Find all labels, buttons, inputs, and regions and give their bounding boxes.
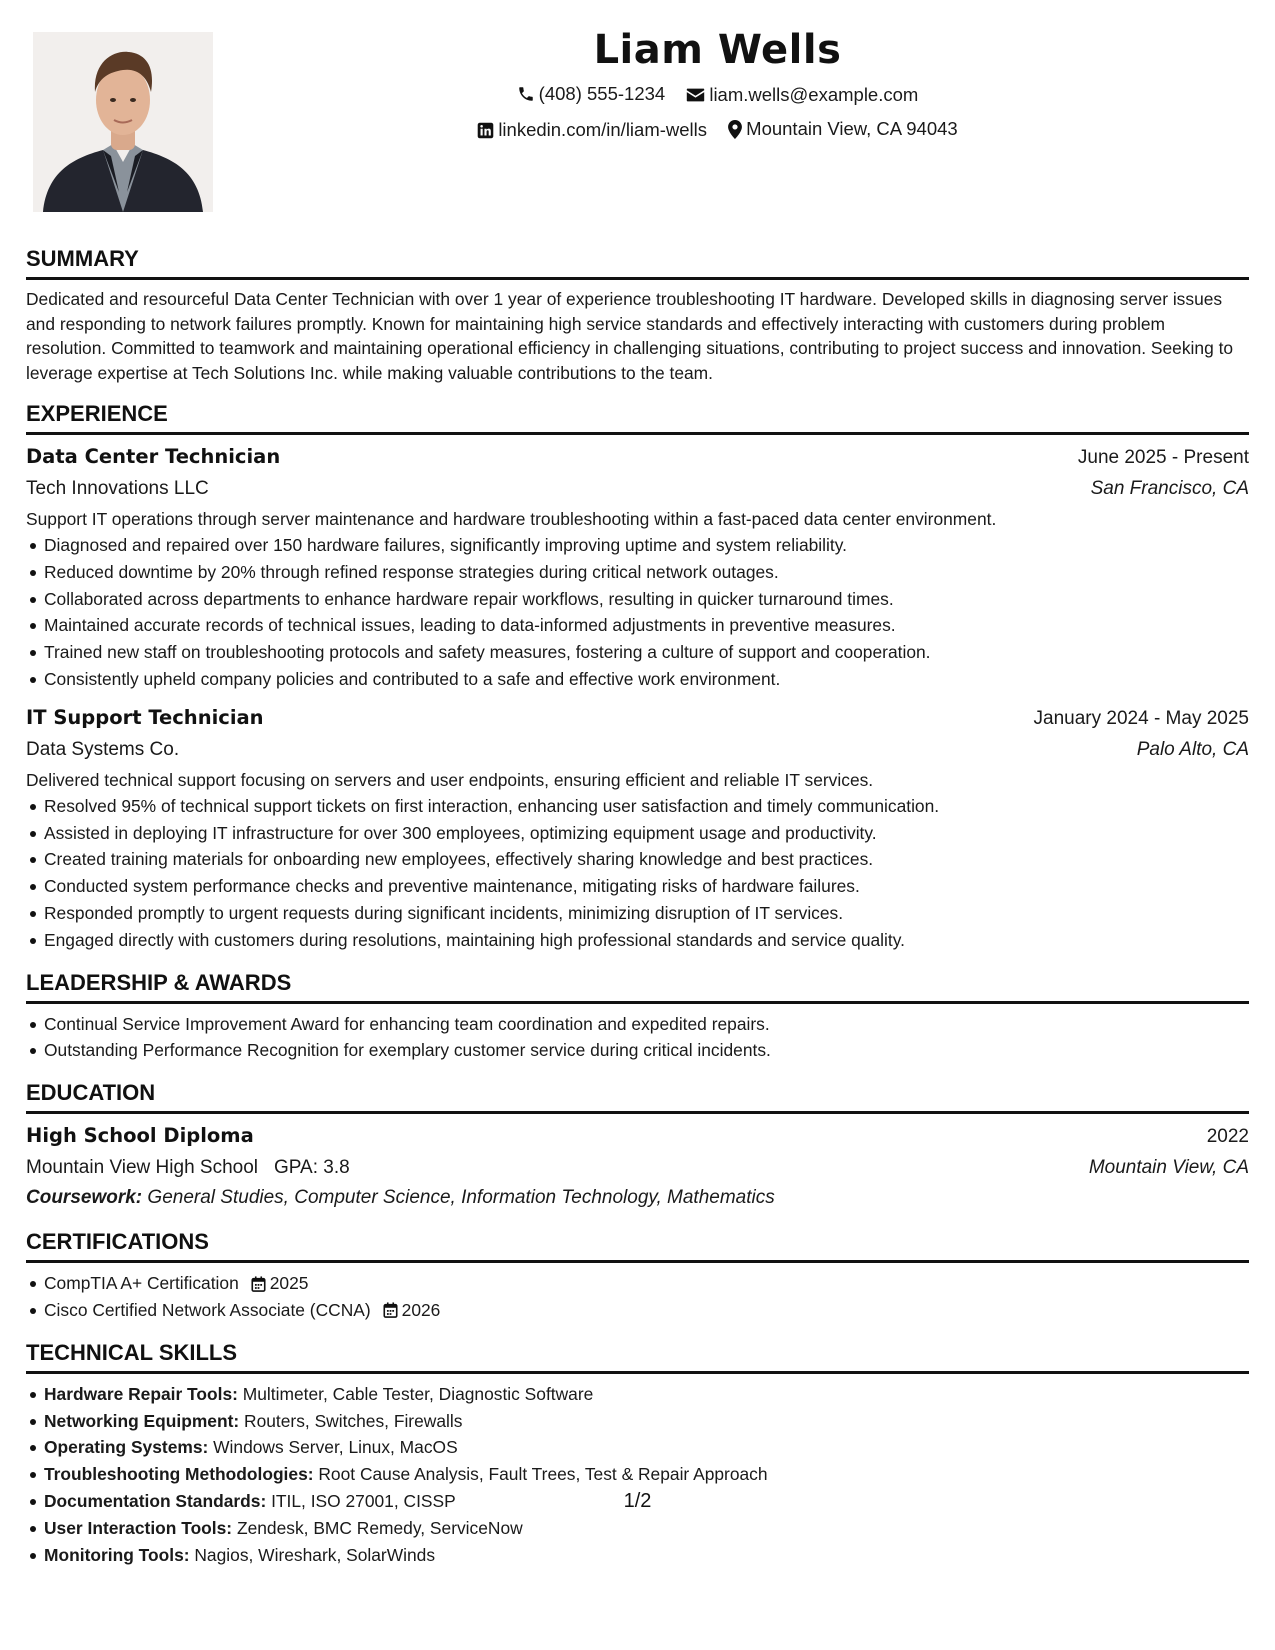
skill-value: Multimeter, Cable Tester, Diagnostic Software [242, 1383, 594, 1404]
list-item: Continual Service Improvement Award for enhancing team coordination and expedited repairs. [26, 1011, 1249, 1038]
list-item [26, 1381, 1249, 1408]
resume-content [26, 244, 1249, 1582]
list-item: Conducted system performance checks and preventive maintenance, mitigating risks of hardware failures. [26, 873, 1249, 900]
contact-row-2 [240, 113, 1195, 149]
list-item: Engaged directly with customers during resolutions, maintaining high professional standards and service quality. [26, 927, 1249, 954]
skills-list [26, 1381, 1249, 1569]
page-number: 1/2 [623, 1490, 652, 1512]
coursework-text: General Studies, Computer Science, Information Technology, Mathematics [147, 1187, 775, 1209]
map-pin-icon [728, 120, 742, 139]
section-divider [26, 277, 1249, 280]
job-date: January 2024 - May 2025 [1033, 707, 1249, 729]
envelope-icon [686, 87, 705, 103]
calendar-icon [383, 1302, 398, 1318]
list-item: Collaborated across departments to enhance hardware repair workflows, resulting in quicker turnaround times. [26, 586, 1249, 613]
list-item: Responded promptly to urgent requests during significant incidents, minimizing disruption of IT services. [26, 900, 1249, 927]
gpa-text: GPA: 3.8 [274, 1157, 350, 1179]
linkedin-text[interactable]: linkedin.com/in/liam-wells [498, 119, 708, 140]
certification-name: Cisco Certified Network Associate (CCNA) [44, 1299, 371, 1320]
section-title: TECHNICAL SKILLS [26, 1339, 238, 1365]
candidate-name: Liam Wells [593, 27, 842, 73]
section-title: LEADERSHIP & AWARDS [26, 969, 292, 995]
skill-value: Zendesk, BMC Remedy, ServiceNow [236, 1517, 523, 1538]
resume-header [240, 22, 1195, 149]
job-bullets [26, 532, 1249, 693]
skill-value: ITIL, ISO 27001, CISSP [271, 1490, 456, 1511]
list-item [26, 1515, 1249, 1542]
skill-label: Monitoring Tools: [44, 1544, 190, 1565]
job-date: June 2025 - Present [1077, 447, 1249, 468]
list-item: Created training materials for onboarding new employees, effectively sharing knowledge and best practices. [26, 846, 1249, 873]
skill-value: Nagios, Wireshark, SolarWinds [194, 1544, 436, 1565]
list-item: Diagnosed and repaired over 150 hardware failures, significantly improving uptime and system reliability. [26, 532, 1249, 559]
certification-year: 2026 [401, 1299, 441, 1320]
phone-text: (408) 555-1234 [538, 83, 666, 104]
job-entry [26, 442, 1249, 693]
summary-section [26, 244, 1249, 385]
leadership-section [26, 968, 1249, 1065]
graduation-year: 2022 [1206, 1126, 1249, 1148]
job-company: Data Systems Co. [26, 738, 180, 760]
coursework-label: Coursework: [26, 1187, 143, 1209]
skill-value: Windows Server, Linux, MacOS [213, 1437, 458, 1458]
certification-year: 2025 [269, 1273, 309, 1294]
summary-text: Dedicated and resourceful Data Center Technician with over 1 year of experience troubleshooting IT hardware. Developed skills in diagnosing server issues and responding to network failures promptly. Known for maintaining high service standards and effectively interacting with customers during problem resolution. Committed to teamwork and maintaining operational efficiency in challenging situations, contributing to project success and innovation. Seeking to leverage expertise at Tech Solutions Inc. while making valuable contributions to the team. [26, 289, 1234, 383]
calendar-icon [251, 1276, 266, 1292]
certification-list [26, 1270, 1249, 1324]
skill-label: User Interaction Tools: [44, 1517, 233, 1538]
linkedin-icon [477, 122, 494, 139]
phone-icon [517, 85, 535, 103]
list-item [26, 1434, 1249, 1461]
contact-row-1 [240, 78, 1195, 113]
coursework [26, 1183, 1249, 1213]
experience-section [26, 399, 1249, 954]
job-title: IT Support Technician [26, 705, 264, 729]
section-divider [26, 1111, 1249, 1114]
location-text: Mountain View, CA 94043 [746, 118, 958, 139]
list-item: Assisted in deploying IT infrastructure for over 300 employees, optimizing equipment usage and productivity. [26, 820, 1249, 847]
section-title: SUMMARY [26, 246, 139, 271]
skill-label: Networking Equipment: [44, 1410, 240, 1431]
skill-label: Documentation Standards: [44, 1490, 267, 1511]
job-bullets [26, 793, 1249, 954]
skill-label: Troubleshooting Methodologies: [44, 1464, 314, 1485]
section-divider [26, 1371, 1249, 1374]
list-item: Trained new staff on troubleshooting protocols and safety measures, fostering a culture of support and cooperation. [26, 639, 1249, 666]
education-section [26, 1078, 1249, 1213]
list-item [26, 1408, 1249, 1435]
section-title: EXPERIENCE [26, 401, 168, 426]
job-description: Support IT operations through server maintenance and hardware troubleshooting within a fast-paced data center environment. [26, 509, 997, 529]
section-divider [26, 1260, 1249, 1263]
phone-contact [517, 78, 666, 110]
skill-label: Operating Systems: [44, 1437, 209, 1458]
skill-value: Routers, Switches, Firewalls [244, 1410, 463, 1431]
job-description: Delivered technical support focusing on servers and user endpoints, ensuring efficient and reliable IT services. [26, 769, 874, 790]
job-title: Data Center Technician [26, 445, 281, 468]
school-location: Mountain View, CA [1088, 1157, 1249, 1179]
list-item: Outstanding Performance Recognition for exemplary customer service during critical incidents. [26, 1037, 1249, 1064]
list-item [26, 1297, 1249, 1324]
job-entry [26, 703, 1249, 954]
section-title: EDUCATION [26, 1080, 156, 1106]
job-location: Palo Alto, CA [1136, 738, 1249, 760]
certification-name: CompTIA A+ Certification [44, 1273, 239, 1294]
award-list [26, 1011, 1249, 1065]
certifications-section [26, 1227, 1249, 1324]
list-item [26, 1542, 1249, 1569]
profile-photo [33, 32, 213, 212]
skills-section [26, 1338, 1249, 1569]
job-location: San Francisco, CA [1090, 478, 1249, 499]
linkedin-contact[interactable] [477, 114, 707, 146]
list-item: Maintained accurate records of technical issues, leading to data-informed adjustments in preventive measures. [26, 612, 1249, 639]
section-title: CERTIFICATIONS [26, 1229, 209, 1255]
list-item: Resolved 95% of technical support tickets on first interaction, enhancing user satisfaction and timely communication. [26, 793, 1249, 820]
section-divider [26, 432, 1249, 435]
location-contact [728, 113, 958, 145]
skill-value: Root Cause Analysis, Fault Trees, Test & Repair Approach [318, 1464, 768, 1485]
email-text[interactable]: liam.wells@example.com [709, 84, 919, 105]
email-contact[interactable] [686, 79, 918, 111]
list-item: Reduced downtime by 20% through refined response strategies during critical network outages. [26, 559, 1249, 586]
list-item [26, 1270, 1249, 1297]
list-item [26, 1461, 1249, 1488]
degree-title: High School Diploma [26, 1124, 254, 1148]
skill-label: Hardware Repair Tools: [44, 1383, 238, 1404]
school-name: Mountain View High School [26, 1157, 259, 1179]
section-divider [26, 1001, 1249, 1004]
list-item: Consistently upheld company policies and contributed to a safe and effective work environment. [26, 666, 1249, 693]
job-company: Tech Innovations LLC [26, 478, 209, 499]
